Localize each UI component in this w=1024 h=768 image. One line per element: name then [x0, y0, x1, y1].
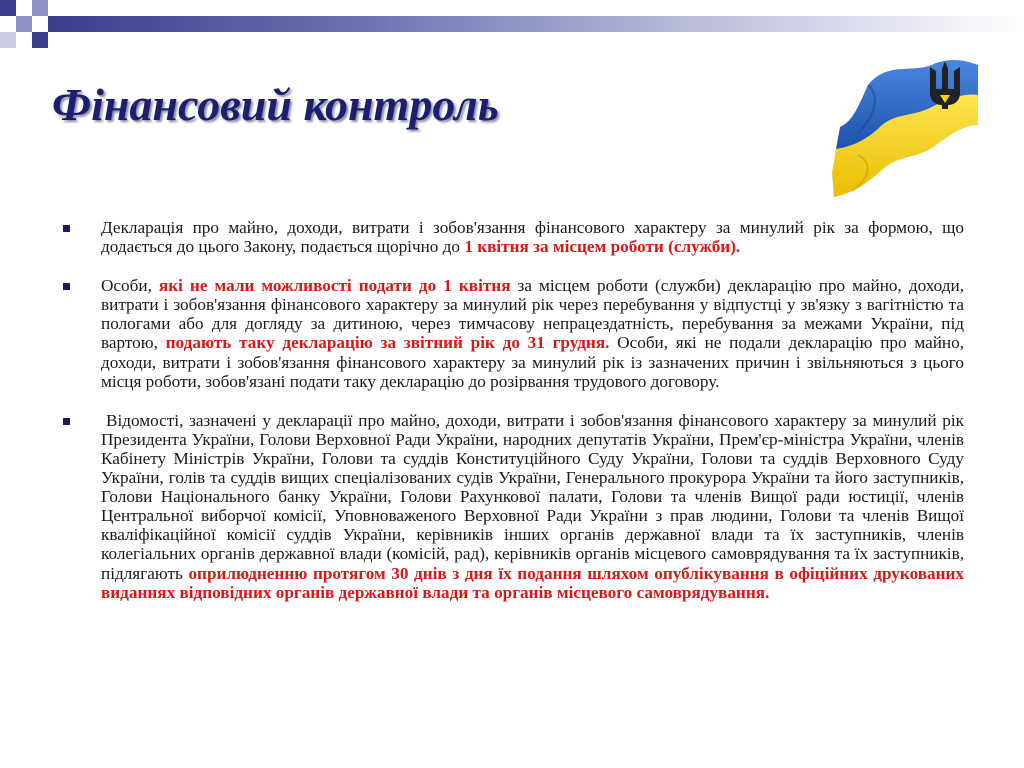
list-item [60, 276, 964, 391]
list-item [60, 218, 964, 256]
bullet-text: Декларація про майно, доходи, витрати і зобов'язання фінансового характеру за минулий рік за формою, що додається до цього Закону, подається щорічно до 1 квітня за місцем роботи (служби). [101, 218, 964, 257]
bullet-text: Особи, які не мали можливості подати до 1 квітня за місцем роботи (служби) декларацію про майно, доходи, витрати і зобов'язання фінансового характеру за минулий рік через перебування у відпустці у зв'язку з вагітністю та пологами або для догляду за дитиною, через тимчасову непрацездатність, перебування за межами України, під вартою, подають таку декларацію за звітний рік до 31 грудня. Особи, які не подали декларацію про майно, доходи, витрати і зобов'язання фінансового характеру за минулий рік із зазначених причин і звільняються з цього місця роботи, зобов'язані подати таку декларацію до розірвання трудового договору. [101, 276, 965, 391]
bullet-marker [63, 225, 70, 232]
bullet-text: Відомості, зазначені у декларації про майно, доходи, витрати і зобов'язання фінансового характеру за минулий рік Президента України, Голови Верховної Ради України, народних депутатів України, Прем'єр-міністра України, членів Кабінету Міністрів України, Голови та суддів Конституційного Суду України, Голови та суддів Верховного Суду України, голів та суддів вищих спеціалізованих судів України, Генерального прокурора України та його заступників, Голови Національного банку України, Голови Рахункової палати, Голови та членів Вищої ради юстиції, членів Центральної виборчої комісії, Уповноваженого Верховної Ради України з прав людини, Голови та членів Вищої кваліфікаційної комісії суддів України, керівників інших органів державної влади та їх заступників, членів колегіальних органів державної влади (комісій, рад), керівників органів місцевого самоврядування та їх заступників, підлягають оприлюдненню протягом 30 днів з дня їх подання шляхом опублікування в офіційних друкованих виданнях відповідних органів державної влади та органів місцевого самоврядування. [101, 410, 965, 602]
bullet-list [60, 218, 964, 622]
bullet-marker [63, 283, 70, 290]
list-item [60, 411, 964, 602]
ukraine-flag-with-trident-icon [828, 55, 984, 201]
page-title: Фінансовий контроль [52, 79, 499, 130]
header-accent-bar [60, 16, 1024, 32]
bullet-marker [63, 418, 70, 425]
